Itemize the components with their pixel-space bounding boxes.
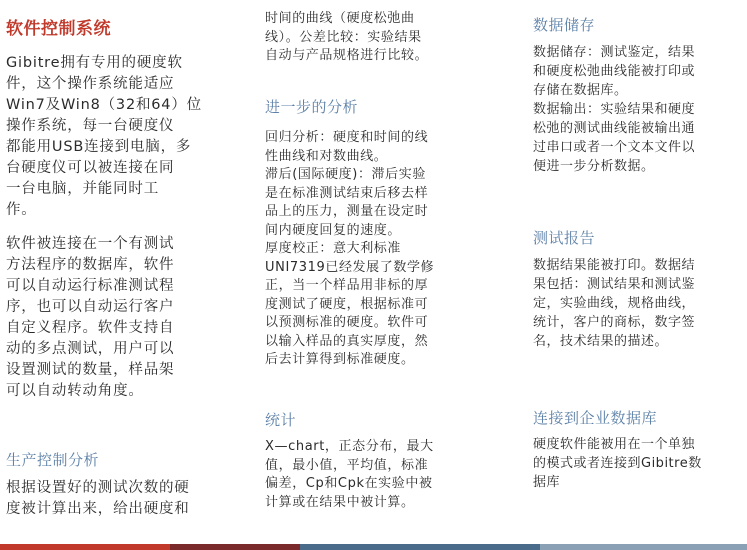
paragraph-tolerance: 时间的曲线（硬度松弛曲 线）。公差比较：实验结果 自动与产品规格进行比较。 — [265, 11, 429, 63]
heading-enterprise-database: 连接到企业数据库 — [533, 409, 658, 427]
bottom-color-bar — [0, 544, 747, 550]
paragraph-enterprise-database: 硬度软件能被用在一个单独 的模式或者连接到Gibitre数 据库 — [533, 437, 702, 490]
bar-segment — [540, 544, 747, 550]
bar-segment — [0, 544, 170, 550]
section-title-software-control: 软件控制系统 — [6, 19, 111, 39]
heading-data-storage: 数据储存 — [533, 16, 596, 34]
paragraph-test-report: 数据结果能被打印。数据结 果包括：测试结果和测试鉴 定，实验曲线，规格曲线， 统计，客户的商标，数字签 名，技术结果的描述。 — [533, 258, 696, 349]
paragraph-data-storage: 数据储存：测试鉴定，结果 和硬度松弛曲线能被打印或 存储在数据库。 数据输出：实验结果和硬度 松弛的测试曲线能被输出通 过串口或者一个文本文件以 便进一步分析数据。 — [533, 45, 696, 174]
bar-segment — [300, 544, 540, 550]
paragraph-software-database: 软件被连接在一个有测试 方法程序的数据库，软件 可以自动运行标准测试程 序，也可以自动运行客户 自定义程序。软件支持自 动的多点测试，用户可以 设置测试的数量，样品架 可以自动转动角度。 — [6, 236, 175, 399]
heading-production-control: 生产控制分析 — [6, 451, 100, 469]
heading-statistics: 统计 — [265, 411, 297, 429]
heading-test-report: 测试报告 — [533, 229, 596, 247]
paragraph-software-intro: Gibitre拥有专用的硬度软 件，这个操作系统能适应 Win7及Win8（32和64）位 操作系统，每一台硬度仪 都能用USB连接到电脑，多 台硬度仪可以被连接在同 一台电脑，并能同时工 作。 — [6, 55, 202, 218]
bar-segment — [170, 544, 300, 550]
paragraph-further-analysis: 回归分析：硬度和时间的线 性曲线和对数曲线。 滞后(国际硬度)：滞后实验 是在标准测试结束后移去样 品上的压力，测量在设定时 间内硬度回复的速度。 厚度校正：意大利标准 UNI7319已经发展了数学修 正，当一个样品用非标的厚 度测试了硬度，根据标准可 以预测标准的硬度。软件可 以输入样品的真实厚度，然 后去计算得到标准硬度。 — [265, 130, 435, 367]
paragraph-production-control: 根据设置好的测试次数的硬 度被计算出来，给出硬度和 — [6, 480, 190, 517]
paragraph-statistics: X—chart，正态分布，最大 值，最小值，平均值，标准 偏差，Cp和Cpk在实验中被 计算或在结果中被计算。 — [265, 439, 434, 510]
heading-further-analysis: 进一步的分析 — [265, 98, 359, 116]
